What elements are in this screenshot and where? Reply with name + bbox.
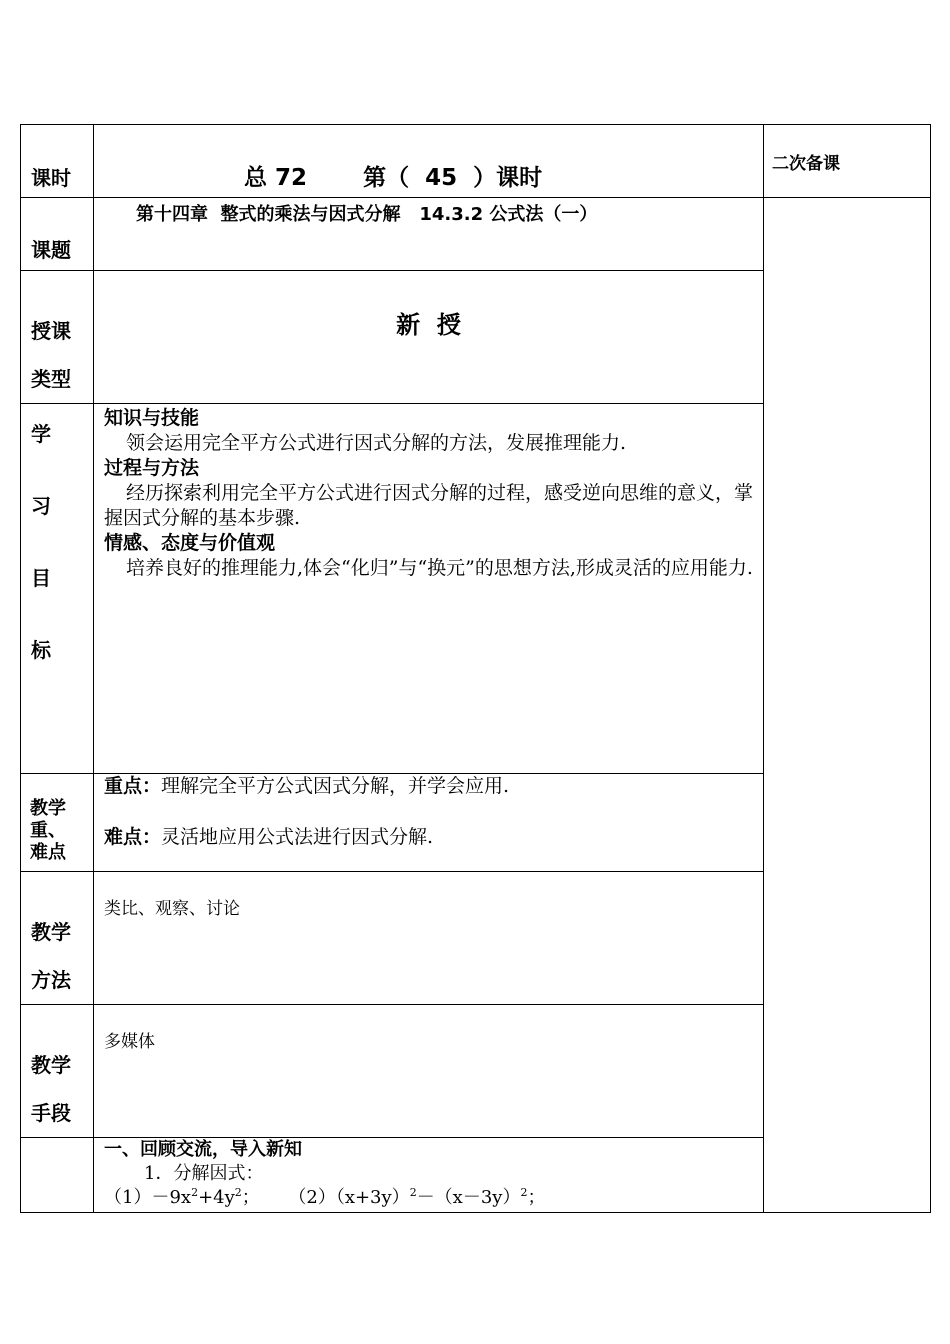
row-topic	[21, 198, 931, 271]
difficult-point-line	[104, 825, 755, 850]
label-key-points-line3: 难点	[30, 842, 66, 863]
exercise-2: $(2)(x+3y)^2-(x-3y)^2$；	[288, 1186, 546, 1208]
means-cell	[94, 1005, 764, 1138]
label-objectives-char-2: 习	[31, 494, 51, 518]
knowledge-heading: 知识与技能	[104, 407, 200, 429]
notes-column-cell[interactable]	[764, 198, 931, 1213]
label-cell-objectives	[21, 404, 94, 774]
label-cell-class-hours	[21, 125, 94, 198]
class-hours-cell	[94, 125, 764, 198]
notes-label: 二次备课	[772, 154, 840, 174]
label-cell-method	[21, 872, 94, 1005]
lesson-plan-table	[20, 124, 931, 1213]
method-cell	[94, 872, 764, 1005]
label-key-points-line1: 教学	[30, 798, 66, 819]
lesson-type-cell	[94, 271, 764, 404]
label-lesson-type-line1: 授课	[31, 319, 71, 343]
lesson-type-value: 新 授	[396, 311, 461, 339]
total-value: 72	[275, 165, 308, 191]
attitude-heading: 情感、态度与价值观	[104, 532, 276, 554]
means-value: 多媒体	[104, 1032, 155, 1052]
label-cell-key-points	[21, 774, 94, 872]
topic-text: 第十四章 整式的乘法与因式分解 14.3.2 公式法（一）	[136, 204, 598, 225]
attitude-text: 培养良好的推理能力,体会“化归”与“换元”的思想方法,形成灵活的应用能力.	[126, 557, 753, 579]
process-item-title: 1．分解因式：	[144, 1163, 264, 1184]
key-heading: 重点：	[104, 775, 162, 797]
lesson-value: 45	[425, 165, 458, 191]
topic-cell	[94, 198, 764, 271]
process-exercise-line	[104, 1186, 763, 1210]
label-cell-lesson-type	[21, 271, 94, 404]
process-heading: 过程与方法	[104, 457, 200, 479]
label-method-line1: 教学	[31, 920, 71, 944]
key-text: 理解完全平方公式因式分解，并学会应用.	[161, 775, 510, 797]
key-point-line	[104, 774, 755, 799]
label-cell-topic	[21, 198, 94, 271]
label-means-line1: 教学	[31, 1053, 71, 1077]
objectives-cell	[94, 404, 764, 774]
method-value: 类比、观察、讨论	[104, 899, 240, 919]
label-topic: 课题	[31, 238, 71, 262]
label-method-line2: 方法	[31, 968, 71, 992]
label-cell-means	[21, 1005, 94, 1138]
label-objectives-char-3: 目	[31, 566, 51, 590]
exercise-1: $(1)-9x^2+4y^2$；	[104, 1186, 260, 1208]
label-objectives-char-1: 学	[31, 422, 51, 446]
process-section-heading: 一、回顾交流，导入新知	[104, 1139, 302, 1160]
label-lesson-type-line2: 类型	[31, 367, 71, 391]
row-class-hours	[21, 125, 931, 198]
label-class-hours: 课时	[31, 166, 71, 190]
label-cell-process	[21, 1138, 94, 1213]
lesson-suffix: ）课时	[473, 165, 543, 191]
label-objectives-char-4: 标	[31, 638, 51, 662]
notes-header-cell	[764, 125, 931, 198]
label-key-points-line2: 重、	[30, 820, 66, 841]
class-hours-value	[94, 125, 763, 192]
lesson-prefix: 第（	[363, 165, 410, 191]
difficult-text: 灵活地应用公式法进行因式分解.	[161, 826, 434, 848]
key-points-cell	[94, 774, 764, 872]
process-cell	[94, 1138, 764, 1213]
process-text: 经历探索利用完全平方公式进行因式分解的过程，感受逆向思维的意义，掌握因式分解的基本步骤.	[104, 482, 754, 529]
knowledge-text: 领会运用完全平方公式进行因式分解的方法，发展推理能力.	[126, 432, 627, 454]
total-label: 总	[244, 165, 267, 191]
difficult-heading: 难点：	[104, 826, 162, 848]
label-means-line2: 手段	[31, 1101, 71, 1125]
